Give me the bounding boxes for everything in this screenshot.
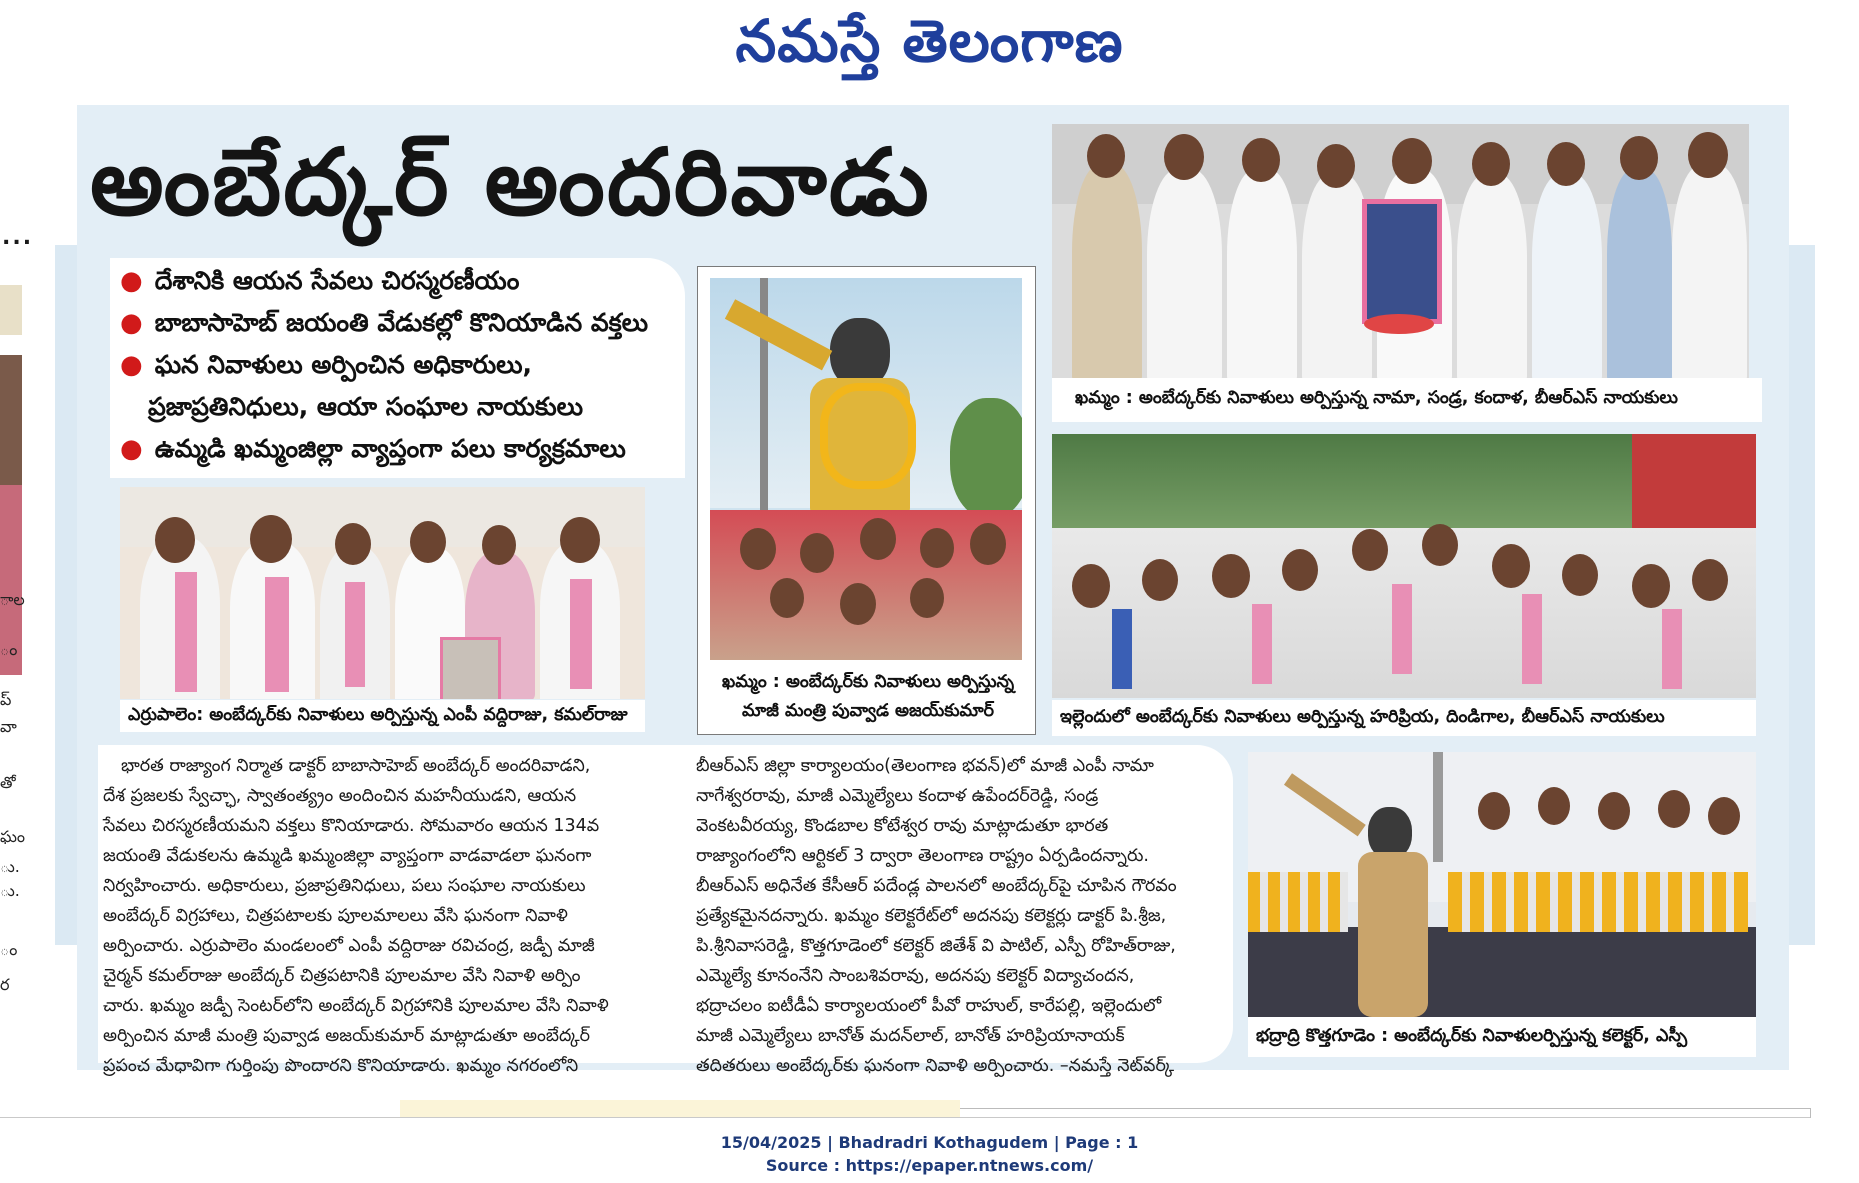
article-line: బీఆర్ఎస్ అధినేత కేసీఆర్ పదేండ్ల పాలనలో అంబేద్కర్‌పై చూపిన గౌరవం: [696, 876, 1177, 896]
article-body: [98, 745, 1233, 1076]
bullet-dot-icon: ●: [120, 308, 143, 338]
photo-caption: ఖమ్మం : అంబేద్కర్‌కు నివాళులు అర్పిస్తున్న: [722, 672, 1014, 692]
statue-body: [1358, 852, 1428, 1017]
article-line: బీఆర్ఎస్ జిల్లా కార్యాలయం(తెలంగాణ భవన్)లో మాజీ ఎంపీ నామా: [696, 756, 1154, 776]
sliver-fragment: ు.: [0, 881, 20, 900]
article-line: పి.శ్రీనివాసరెడ్డి, కొత్తగూడెంలో కలెక్టర్ జితేశ్ వి పాటిల్, ఎస్పీ రోహిత్‌రాజు,: [696, 936, 1176, 956]
sliver-fragment: ం: [0, 640, 18, 659]
newspaper-masthead: నమస్తే తెలంగాణ: [735, 7, 1124, 75]
photo-statue-khammam: [710, 278, 1022, 660]
garlands: [820, 383, 916, 489]
sliver-fragment: వా: [0, 717, 17, 736]
footer-source-link[interactable]: Source : https://epaper.ntnews.com/: [765, 1156, 1094, 1175]
article-line: భద్రాచలం ఐటీడీఏ కార్యాలయంలో పీవో రాహుల్, కారేపల్లి, ఇల్లెందులో: [696, 996, 1162, 1016]
article-line: వెంకటవీరయ్య, కొండబాల కోటేశ్వర రావు మాట్లాడుతూ భారత: [696, 816, 1109, 836]
bullet-dot-icon: ●: [120, 434, 143, 464]
photo-yellandu-tribute: [1052, 434, 1756, 698]
tree: [950, 398, 1022, 518]
footer-date-edition: 15/04/2025 | Bhadradri Kothagudem | Page : 1: [720, 1133, 1139, 1152]
article-line: నాగేశ్వరరావు, మాజీ ఎమ్మెల్యేలు కందాళ ఉపేందర్‌రెడ్డి, సండ్ర: [696, 786, 1099, 806]
garland-railing: [1448, 872, 1748, 932]
bullet-point: ● బాబాసాహెబ్ జయంతి వేడుకల్లో కొనియాడిన వక్తలు: [120, 308, 649, 338]
divider: [0, 1117, 1810, 1118]
bullet-dot-icon: ●: [120, 266, 143, 296]
bullet-point: ● ఉమ్మడి ఖమ్మంజిల్లా వ్యాప్తంగా పలు కార్యక్రమాలు: [120, 434, 626, 464]
article-line: రాజ్యాంగంలోని ఆర్టికల్ 3 ద్వారా తెలంగాణ రాష్ట్రం ఏర్పడిందన్నారు.: [696, 846, 1149, 866]
photo-errupalem-tribute: [120, 487, 645, 699]
neighbor-article-sliver: [0, 105, 58, 1085]
bullet-point: ● ఘన నివాళులు అర్పించిన అధికారులు,: [120, 350, 533, 380]
neighbor-article-strip: [400, 1100, 960, 1118]
article-line: దేశ ప్రజలకు స్వేచ్ఛా, స్వాతంత్య్రం అందించిన మహనీయుడని, ఆయన: [103, 786, 577, 806]
sliver-fragment: ం: [0, 940, 18, 959]
portrait-frame: [440, 637, 501, 699]
article-line: అర్పించిన మాజీ మంత్రి పువ్వాడ అజయ్‌కుమార్ మాట్లాడుతూ అంబేద్కర్: [103, 1026, 591, 1046]
sliver-fragment: ు.: [0, 857, 20, 876]
article-line: సేవలు చిరస్మరణీయమని వక్తలు కొనియాడారు. సోమవారం ఆయన 134వ: [103, 816, 600, 836]
photo-caption: ఖమ్మం : అంబేద్కర్‌కు నివాళులు అర్పిస్తున్న నామా, సండ్ర, కందాళ, బీఆర్ఎస్ నాయకులు: [1075, 388, 1678, 408]
article-line: నిర్వహించారు. అధికారులు, ప్రజాప్రతినిధులు, పలు సంఘాల నాయకులు: [103, 876, 586, 896]
sliver-dots: ...: [2, 225, 34, 250]
sliver-fragment: తో: [0, 773, 16, 792]
sliver-photo: [0, 355, 22, 485]
article-line: చైర్మన్ కమల్‌రాజు అంబేద్కర్ చిత్రపటానికి పూలమాల వేసి నివాళి అర్పిం: [103, 966, 581, 986]
photo-caption: మాజీ మంత్రి పువ్వాడ అజయ్‌కుమార్: [741, 701, 995, 721]
sliver-photo: [0, 285, 22, 335]
bullet-point: ● దేశానికి ఆయన సేవలు చిరస్మరణీయం: [120, 266, 520, 296]
ambedkar-portrait: [1362, 199, 1442, 324]
photo-bhadradri-statue: [1248, 752, 1756, 1017]
photo-caption: ఇల్లెందులో అంబేద్కర్‌కు నివాళులు అర్పిస్తున్న హరిప్రియ, దిండిగాల, బీఆర్ఎస్ నాయకులు: [1060, 707, 1665, 727]
article-line: చారు. ఖమ్మం జడ్పీ సెంటర్‌లోని అంబేద్కర్ విగ్రహానికి పూలమాల వేసి నివాళి: [103, 996, 609, 1016]
article-line: ప్రపంచ మేధావిగా గుర్తింపు పొందారని కొనియాడారు. ఖమ్మం నగరంలోని: [103, 1056, 579, 1076]
article-column-2: [696, 751, 1216, 1081]
pole: [1433, 752, 1443, 862]
article-line: తదితరులు అంబేద్కర్‌కు ఘనంగా నివాళి అర్పించారు. –నమస్తే నెట్‌వర్క్: [696, 1056, 1175, 1076]
bullet-dot-icon: ●: [120, 350, 143, 380]
sliver-fragment: ాల: [0, 590, 25, 609]
article-column-1: [103, 751, 663, 1081]
bullet-points-card: [110, 258, 685, 478]
photo-khammam-bhavan-tribute: [1052, 124, 1749, 378]
photo-caption: భద్రాద్రి కొత్తగూడెం : అంబేద్కర్‌కు నివాళులర్పిస్తున్న కలెక్టర్, ఎస్పీ: [1256, 1026, 1688, 1046]
bullet-continuation: ప్రజాప్రతినిధులు, ఆయా సంఘాల నాయకులు: [148, 392, 584, 421]
sliver-fragment: ప్: [0, 690, 12, 709]
article-line: జయంతి వేడుకలను ఉమ్మడి ఖమ్మంజిల్లా వ్యాప్తంగా వాడవాడలా ఘనంగా: [103, 846, 592, 866]
article-line: మాజీ ఎమ్మెల్యేలు బానోత్ మదన్‌లాల్, బానోత్ హరిప్రియానాయక్: [696, 1026, 1125, 1046]
article-line: ఎమ్మెల్యే కూనంనేని సాంబశివరావు, అదనపు కలెక్టర్ విద్యాచందన,: [696, 966, 1135, 986]
garland-railing: [1248, 872, 1348, 932]
photo-caption: ఎర్రుపాలెం: అంబేద్కర్‌కు నివాళులు అర్పిస్తున్న ఎంపీ వద్దిరాజు, కమల్‌రాజు: [128, 705, 628, 725]
sliver-fragment: ఘం: [0, 827, 26, 846]
statue-platform: [1248, 927, 1756, 1017]
sliver-fragment: ర: [0, 975, 10, 994]
flower-plate: [1364, 314, 1434, 334]
article-line: ప్రత్యేకమైనదన్నారు. ఖమ్మం కలెక్టరేట్‌లో అదనపు కలెక్టర్లు డాక్టర్ పి.శ్రీజ,: [696, 906, 1167, 926]
article-line: అర్పించారు. ఎర్రుపాలెం మండలంలో ఎంపీ వద్దిరాజు రవిచంద్ర, జడ్పీ మాజీ: [103, 936, 595, 956]
article-line: భారత రాజ్యాంగ నిర్మాత డాక్టర్ బాబాసాహెబ్ అంబేద్కర్ అందరివాడని,: [121, 756, 591, 776]
article-line: అంబేద్కర్ విగ్రహాలు, చిత్రపటాలకు పూలమాలలు వేసి ఘనంగా నివాళి: [103, 906, 568, 926]
article-headline: అంబేద్కర్ అందరివాడు: [90, 129, 931, 236]
